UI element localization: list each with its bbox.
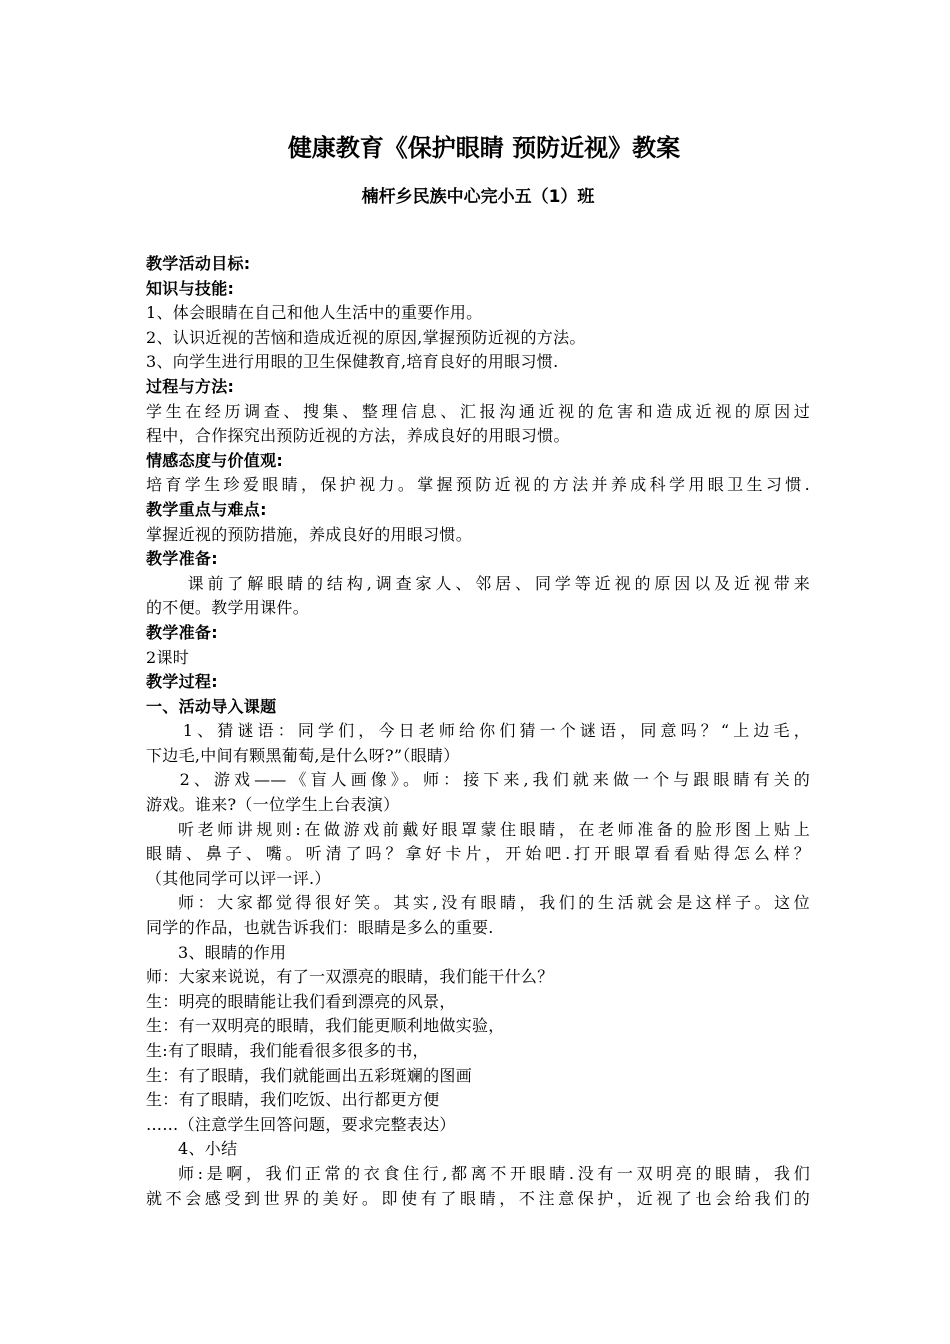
text-line: 眼睛、鼻子、嘴。听清了吗？拿好卡片，开始吧.打开眼罩看看贴得怎么样？ [146, 844, 810, 864]
text-line: 就不会感受到世界的美好。即使有了眼睛，不注意保护，近视了也会给我们的 [146, 1188, 810, 1208]
text-line: 程中，合作探究出预防近视的方法，养成良好的用眼习惯。 [146, 426, 570, 446]
document-title: 健康教育《保护眼睛 预防近视》教案 [287, 134, 681, 162]
text-line: 4、小结 [178, 1139, 238, 1159]
text-line: 生：有一双明亮的眼睛，我们能更顺利地做实验， [146, 1016, 505, 1036]
text-line: 3、向学生进行用眼的卫生保健教育,培育良好的用眼习惯. [146, 352, 559, 372]
text-line: 生：明亮的眼睛能让我们看到漂亮的风景， [146, 991, 456, 1011]
heading-activity-intro: 一、活动导入课题 [146, 696, 277, 716]
heading-preparation-2: 教学准备: [146, 622, 218, 642]
text-line: 下边毛,中间有颗黑葡萄,是什么呀?”（眼睛） [146, 745, 460, 765]
text-line: 师:是啊，我们正常的衣食住行,都离不开眼睛.没有一双明亮的眼睛，我们 [178, 1163, 810, 1183]
document-body [146, 252, 810, 1211]
heading-process-method: 过程与方法: [146, 376, 235, 396]
text-line: 1、猜谜语：同学们，今日老师给你们猜一个谜语，同意吗？“上边毛， [182, 721, 810, 741]
text-line: ……（注意学生回答问题，要求完整表达） [146, 1114, 456, 1134]
text-line: 3、眼睛的作用 [178, 942, 287, 962]
text-line: 课前了解眼睛的结构,调查家人、邻居、同学等近视的原因以及近视带来 [187, 573, 810, 593]
text-line: 听老师讲规则:在做游戏前戴好眼罩蒙住眼睛，在老师准备的脸形图上贴上 [178, 819, 810, 839]
document-subtitle: 楠杆乡民族中心完小五（1）班 [361, 187, 595, 207]
text-line: 同学的作品，也就告诉我们：眼睛是多么的重要. [146, 918, 494, 938]
heading-teaching-process: 教学过程: [146, 672, 218, 692]
heading-attitude-values: 情感态度与价值观: [146, 450, 284, 470]
text-line: 师：大家来说说，有了一双漂亮的眼睛，我们能干什么？ [146, 967, 554, 987]
text-line: 学生在经历调查、搜集、整理信息、汇报沟通近视的危害和造成近视的原因过 [146, 401, 810, 421]
heading-teaching-goals: 教学活动目标: [146, 254, 251, 273]
text-line: （其他同学可以评一评.） [146, 868, 331, 888]
text-line: 生:有了眼睛，我们能看很多很多的书， [146, 1041, 429, 1060]
text-line: 1、体会眼睛在自己和他人生活中的重要作用。 [146, 303, 483, 323]
text-line: 师：大家都觉得很好笑。其实,没有眼睛，我们的生活就会是这样子。这位 [178, 893, 810, 913]
text-line: 2、认识近视的苦恼和造成近视的原因,掌握预防近视的方法。 [146, 327, 586, 347]
heading-preparation: 教学准备: [146, 549, 218, 569]
heading-knowledge-skills: 知识与技能: [146, 278, 235, 298]
text-line: 2、游戏——《盲人画像》。师：接下来,我们就来做一个与跟眼睛有关的 [179, 770, 810, 790]
text-line: 培育学生珍爱眼睛，保护视力。掌握预防近视的方法并养成科学用眼卫生习惯. [146, 475, 810, 495]
text-line: 掌握近视的预防措施，养成良好的用眼习惯。 [146, 524, 473, 544]
text-line: 生：有了眼睛，我们就能画出五彩斑斓的图画 [146, 1065, 473, 1085]
text-line: 生：有了眼睛，我们吃饭、出行都更方便 [146, 1090, 440, 1110]
heading-key-points: 教学重点与难点: [146, 499, 267, 519]
text-line: 2课时 [146, 647, 190, 667]
text-line: 的不便。教学用课件。 [146, 598, 310, 618]
text-line: 游戏。谁来?（一位学生上台表演） [146, 795, 400, 815]
